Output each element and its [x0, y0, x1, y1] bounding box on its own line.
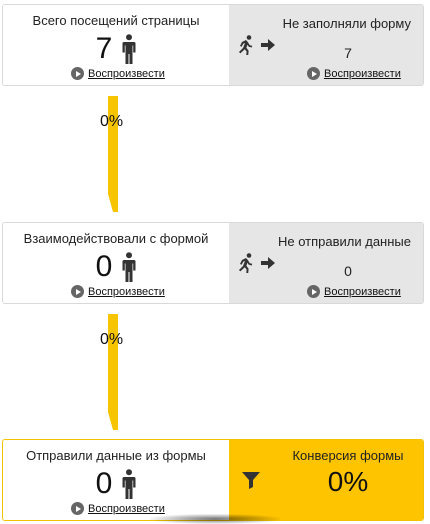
- stage-count-row: [3, 466, 229, 502]
- cursor-shadow: [150, 514, 280, 524]
- replay-label: Воспроизвести: [88, 67, 165, 80]
- stage-count-row: [3, 31, 229, 67]
- side-value: 7: [344, 45, 352, 61]
- replay-label: Воспроизвести: [324, 67, 401, 80]
- conversion-value: 0%: [327, 466, 369, 497]
- stage-title: Взаимодействовали с формой: [23, 231, 209, 246]
- stage-side-not-sent: [229, 223, 423, 303]
- replay-label: Воспроизвести: [88, 502, 165, 515]
- transition-percent-2: 0%: [100, 331, 124, 348]
- stage-count-row: [3, 249, 229, 285]
- stage-title: Отправили данные из формы: [26, 448, 206, 463]
- stage-card-visits: [2, 4, 424, 86]
- stage-side-no-fill: [229, 5, 423, 85]
- stage-main-submitted: [3, 440, 229, 520]
- replay-label: Воспроизвести: [324, 285, 401, 298]
- stage-count: 0: [95, 467, 113, 500]
- stage-title: Всего посещений страницы: [32, 13, 200, 28]
- play-icon: [307, 67, 320, 80]
- person-icon: [122, 252, 136, 282]
- stage-main-interacted: [3, 223, 229, 303]
- stage-count: 7: [95, 32, 113, 65]
- side-value: 0: [344, 263, 352, 279]
- conversion-panel: [229, 440, 423, 520]
- replay-link-not-sent[interactable]: [307, 285, 401, 298]
- transition-percent-1: 0%: [100, 113, 124, 130]
- play-icon: [71, 502, 84, 515]
- replay-label: Воспроизвести: [88, 285, 165, 298]
- replay-link-visits[interactable]: [71, 67, 165, 80]
- play-icon: [71, 285, 84, 298]
- person-icon: [122, 34, 136, 64]
- stage-card-submitted: [2, 439, 424, 521]
- stage-card-interacted: [2, 222, 424, 304]
- play-icon: [307, 285, 320, 298]
- person-icon: [122, 469, 136, 499]
- side-title: Не заполняли форму: [282, 16, 411, 31]
- side-title: Не отправили данные: [277, 234, 411, 249]
- stage-main-visits: [3, 5, 229, 85]
- play-icon: [71, 67, 84, 80]
- replay-link-no-fill[interactable]: [307, 67, 401, 80]
- conversion-title: Конверсия формы: [292, 448, 404, 463]
- replay-link-interacted[interactable]: [71, 285, 165, 298]
- stage-count: 0: [95, 250, 113, 283]
